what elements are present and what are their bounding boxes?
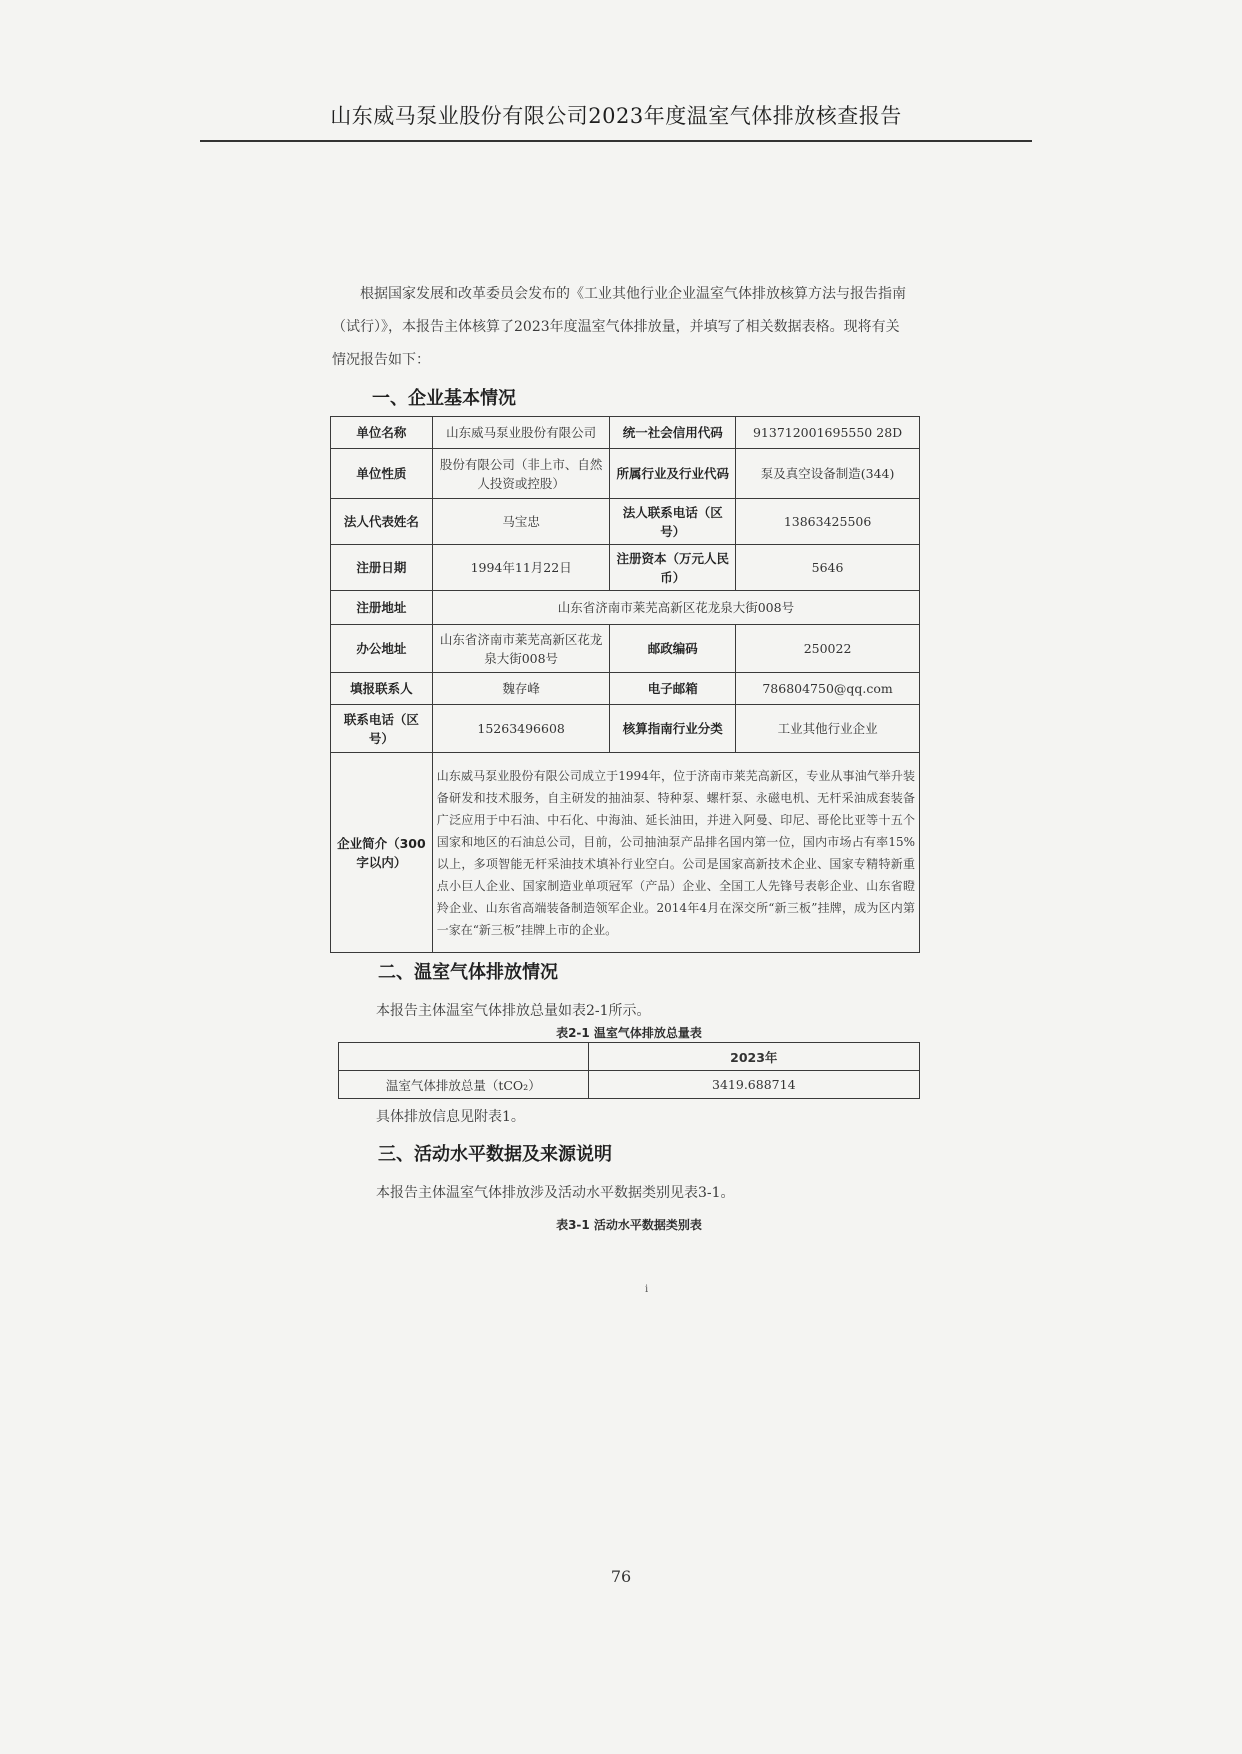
guide-industry-label: 核算指南行业分类	[610, 705, 736, 753]
unit-nature-label: 单位性质	[331, 449, 433, 499]
emissions-row-label: 温室气体排放总量（tCO₂）	[339, 1071, 589, 1099]
industry-label: 所属行业及行业代码	[610, 449, 736, 499]
section-2-after-paragraph: 具体排放信息见附表1。	[376, 1109, 525, 1125]
postcode-value: 250022	[736, 625, 920, 673]
unit-nature-value: 股份有限公司（非上市、自然人投资或控股）	[432, 449, 610, 499]
section-2-title: 二、温室气体排放情况	[378, 962, 558, 983]
legal-rep-label: 法人代表姓名	[331, 499, 433, 545]
section-3-paragraph: 本报告主体温室气体排放涉及活动水平数据类别见表3-1。	[376, 1185, 735, 1201]
postcode-label: 邮政编码	[610, 625, 736, 673]
contact-label: 填报联系人	[331, 673, 433, 705]
profile-label: 企业简介（300字以内）	[331, 753, 433, 953]
emissions-header-blank	[339, 1043, 589, 1071]
section-1-title: 一、企业基本情况	[372, 388, 516, 409]
reg-capital-label: 注册资本（万元人民币）	[610, 545, 736, 591]
guide-industry-value: 工业其他行业企业	[736, 705, 920, 753]
unit-name-value: 山东威马泵业股份有限公司	[432, 417, 610, 449]
reg-date-label: 注册日期	[331, 545, 433, 591]
emissions-table	[338, 1042, 920, 1099]
contact-value: 魏存峰	[432, 673, 610, 705]
intro-paragraph: 根据国家发展和改革委员会发布的《工业其他行业企业温室气体排放核算方法与报告指南（试行）》，本报告主体核算了2023年度温室气体排放量，并填写了相关数据表格。现将有关情况报告如下：	[332, 286, 906, 368]
header-rule	[200, 140, 1032, 142]
office-address-value: 山东省济南市莱芜高新区花龙泉大街008号	[432, 625, 610, 673]
emissions-row-value: 3419.688714	[588, 1071, 919, 1099]
reg-capital-value: 5646	[736, 545, 920, 591]
credit-code-label: 统一社会信用代码	[610, 417, 736, 449]
email-label: 电子邮箱	[610, 673, 736, 705]
industry-value: 泵及真空设备制造(344)	[736, 449, 920, 499]
legal-rep-value: 马宝忠	[432, 499, 610, 545]
reg-date-value: 1994年11月22日	[432, 545, 610, 591]
office-address-label: 办公地址	[331, 625, 433, 673]
page-number: 76	[610, 1567, 632, 1586]
section-3-title: 三、活动水平数据及来源说明	[378, 1144, 612, 1165]
table-3-1-caption: 表3-1 活动水平数据类别表	[556, 1218, 702, 1232]
emissions-year-header: 2023年	[588, 1043, 919, 1071]
reg-address-label: 注册地址	[331, 591, 433, 625]
contact-phone-value: 15263496608	[432, 705, 610, 753]
company-info-table	[330, 416, 920, 953]
section-2-paragraph: 本报告主体温室气体排放总量如表2-1所示。	[376, 1003, 651, 1019]
profile-value: 山东威马泵业股份有限公司成立于1994年，位于济南市莱芜高新区，专业从事油气举升装备研发和技术服务，自主研发的抽油泵、特种泵、螺杆泵、永磁电机、无杆采油成套装备广泛应用于中石油、中石化、中海油、延长油田，并进入阿曼、印尼、哥伦比亚等十五个国家和地区的石油总公司，目前，公司抽油泵产品排名国内第一位，国内市场占有率15%以上，多项智能无杆采油技术填补行业空白。公司是国家高新技术企业、国家专精特新重点小巨人企业、国家制造业单项冠军（产品）企业、全国工人先锋号表彰企业、山东省瞪羚企业、山东省高端装备制造领军企业。2014年4月在深交所“新三板”挂牌，成为区内第一家在“新三板”挂牌上市的企业。	[432, 753, 919, 953]
legal-phone-label: 法人联系电话（区号）	[610, 499, 736, 545]
page-mark: i	[645, 1284, 649, 1295]
credit-code-value: 913712001695550 28D	[736, 417, 920, 449]
unit-name-label: 单位名称	[331, 417, 433, 449]
reg-address-value: 山东省济南市莱芜高新区花龙泉大街008号	[432, 591, 919, 625]
email-value: 786804750@qq.com	[736, 673, 920, 705]
page-header: 山东威马泵业股份有限公司2023年度温室气体排放核查报告	[330, 104, 902, 128]
table-2-1-caption: 表2-1 温室气体排放总量表	[556, 1026, 702, 1040]
legal-phone-value: 13863425506	[736, 499, 920, 545]
contact-phone-label: 联系电话（区号）	[331, 705, 433, 753]
